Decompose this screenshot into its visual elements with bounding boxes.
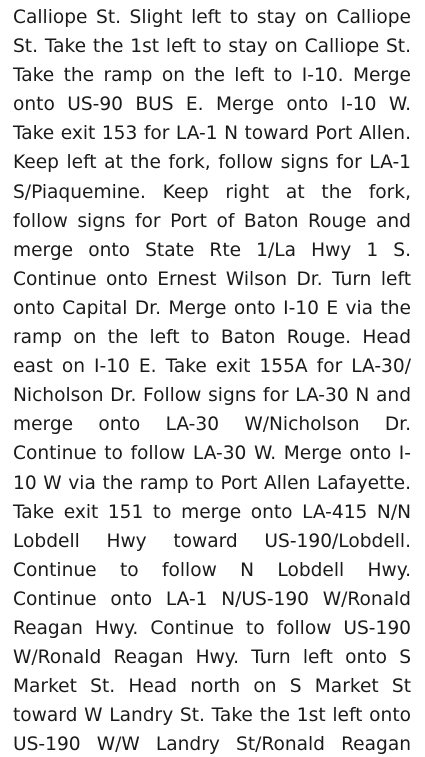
driving-directions-paragraph: Calliope St. Slight left to stay on Calliope St. Take the 1st left to stay on Calliope St. Take the ramp on the left to I-10. Merge onto US-90 BUS E. Merge onto I-10 W. Take exit 153 for LA-1 N toward Port Allen. Keep left at the fork, follow signs for LA-1 S/Piaquemine. Keep right at the fork, follow signs for Port of Baton Rouge and merge onto State Rte 1/La Hwy 1 S. Continue onto Ernest Wilson Dr. Turn left onto Capital Dr. Merge onto I-10 E via the ramp on the left to Baton Rouge. Head east on I-10 E. Take exit 155A for LA-30/ Nicholson Dr. Follow signs for LA-30 N and merge onto LA-30 W/Nicholson Dr. Continue to follow LA-30 W. Merge onto I-10 W via the ramp to Port Allen Lafayette. Take exit 151 to merge onto LA-415 N/N Lobdell Hwy toward US-190/Lobdell. Continue to follow N Lobdell Hwy. Continue onto LA-1 N/US-190 W/Ronald Reagan Hwy. Continue to follow US-190 W/Ronald Reagan Hwy. Turn left onto S Market St. Head north on S Market St toward W Landry St. Take the 1st left onto US-190 W/W Landry St/Ronald Reagan: [13, 7, 411, 756]
